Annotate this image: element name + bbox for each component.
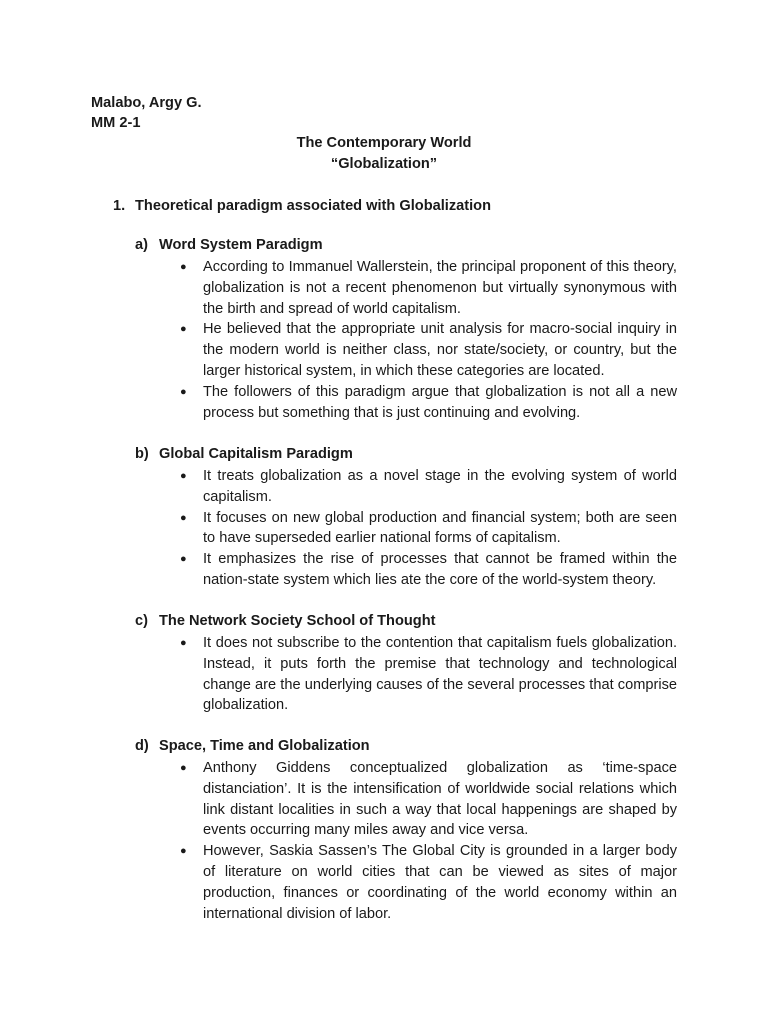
bullet-icon: ● (180, 261, 187, 273)
section-title (135, 444, 695, 464)
bullet-icon: ● (180, 762, 187, 774)
bullet-list (135, 758, 695, 924)
course-title: The Contemporary World (296, 135, 472, 151)
list-item (180, 257, 677, 319)
bullet-icon: ● (180, 511, 187, 524)
bullet-list (135, 633, 695, 716)
bullet-icon: ● (180, 845, 187, 858)
section-title (135, 611, 695, 631)
bullet-text: Anthony Giddens conceptualized globalization as ‘time-space distanciation’. It is the intensification of worldwide social relations which link distant localities in such a way that local happenings are shaped by events occurring many miles away and vice versa. (203, 760, 677, 839)
bullet-text: It does not subscribe to the contention that capitalism fuels globalization. Instead, it puts forth the premise that technology and technological change are the underlying causes of the several processes that comprise globalization. (203, 635, 677, 714)
section-world-system (135, 235, 695, 423)
bullet-list (135, 466, 695, 591)
question-number: 1. (113, 198, 126, 214)
section-letter: c) (135, 613, 148, 629)
bullet-icon: ● (180, 385, 187, 398)
bullet-text: According to Immanuel Wallerstein, the principal proponent of this theory, globalization is not a recent phenomenon but virtually synonymous with the birth and spread of world capitalism. (203, 259, 677, 317)
bullet-text: The followers of this paradigm argue that globalization is not all a new process but something that is just continuing and evolving. (203, 383, 677, 421)
bullet-text: He believed that the appropriate unit analysis for macro-social inquiry in the modern world is neither class, nor state/society, or country, but the larger historical system, in which these categories are located. (203, 321, 677, 379)
section-global-capitalism (135, 444, 695, 591)
list-item (180, 382, 677, 424)
list-item (180, 508, 677, 550)
section-letter: a) (135, 237, 148, 253)
bullet-icon: ● (180, 470, 187, 482)
bullet-icon: ● (180, 637, 187, 649)
bullet-text: However, Saskia Sassen’s The Global City is grounded in a larger body of literature on world cities that can be viewed as sites of major production, finances or coordinating of the world economy within an international division of labor. (203, 843, 677, 922)
question-text: Theoretical paradigm associated with Globalization (135, 198, 492, 214)
section-space-time (135, 736, 695, 924)
section-title-text: Global Capitalism Paradigm (159, 446, 353, 462)
bullet-icon: ● (180, 323, 187, 336)
section-title (135, 736, 695, 756)
section-letter: d) (135, 738, 149, 754)
list-item (180, 841, 677, 924)
section-title (135, 235, 695, 255)
section-letter: b) (135, 446, 149, 462)
section-title-text: The Network Society School of Thought (159, 613, 436, 629)
topic-title: “Globalization” (330, 156, 438, 172)
bullet-text: It treats globalization as a novel stage in the evolving system of world capitalism. (203, 468, 677, 505)
section-network-society (135, 611, 695, 716)
list-item (180, 319, 677, 381)
author-name: Malabo, Argy G. (91, 95, 202, 111)
list-item (180, 549, 677, 591)
section-title-text: Word System Paradigm (159, 237, 323, 253)
bullet-text: It emphasizes the rise of processes that cannot be framed within the nation-state system which lies ate the core of the world-system theory. (203, 551, 677, 588)
list-item (180, 466, 677, 508)
list-item (180, 758, 677, 841)
question-heading (113, 196, 491, 216)
bullet-list (135, 257, 695, 423)
list-item (180, 633, 677, 716)
bullet-text: It focuses on new global production and financial system; both are seen to have superseded earlier national forms of capitalism. (203, 509, 677, 547)
bullet-icon: ● (180, 553, 187, 566)
section-title-text: Space, Time and Globalization (159, 738, 370, 754)
class-section: MM 2-1 (91, 115, 141, 131)
